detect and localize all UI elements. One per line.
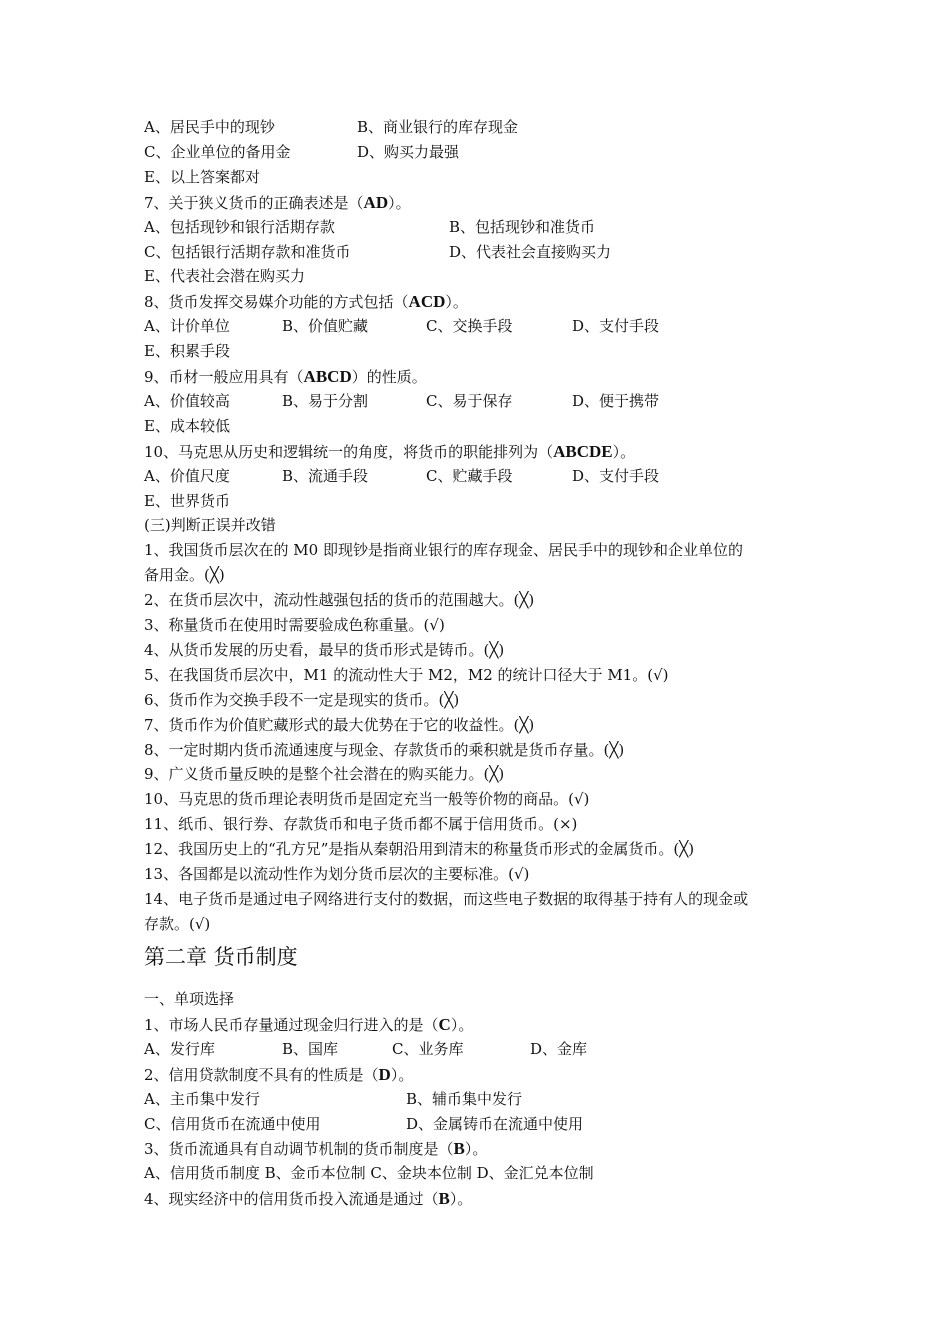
text-line (144, 713, 534, 738)
text-line (144, 862, 529, 887)
text-line (144, 663, 669, 688)
line-segment: C、贮藏手段 (426, 466, 513, 485)
line-segment: A、主币集中发行 (144, 1089, 260, 1108)
text-line (144, 688, 459, 713)
question-text-end: ）的性质。 (351, 368, 427, 386)
text-line (144, 264, 305, 289)
line-segment: A、发行库 (144, 1039, 215, 1058)
line-segment: C、易于保存 (426, 391, 513, 410)
line-segment: C、交换手段 (426, 317, 513, 336)
line-segment: C、包括银行活期存款和准货币 (144, 242, 351, 261)
question-line (144, 289, 468, 315)
answer-key: C (438, 1014, 451, 1034)
line-segment: E、成本较低 (144, 416, 230, 435)
text-line (144, 414, 230, 439)
line-segment: D、便于携带 (572, 391, 660, 410)
line-segment: 1、我国货币层次在的 M0 即现钞是指商业银行的库存现金、居民手中的现钞和企业单位的 (144, 541, 743, 560)
answer-key: B (438, 1189, 450, 1209)
line-segment: B、国库 (282, 1039, 339, 1058)
text-line (144, 912, 210, 937)
question-text: 10、马克思从历史和逻辑统一的角度，将货币的职能排列为（ (144, 442, 554, 461)
line-segment: 8、一定时期内货币流通速度与现金、存款货币的乘积就是货币存量。(╳) (144, 740, 625, 759)
answer-key: ACD (408, 292, 446, 312)
answer-key: ABCDE (553, 441, 613, 461)
line-segment: 14、电子货币是通过电子网络进行支付的数据，而这些电子数据的取得基于持有人的现金或 (144, 889, 749, 908)
text-line (144, 613, 445, 638)
line-segment: D、购买力最强 (357, 142, 460, 161)
line-segment: A、居民手中的现钞 (144, 118, 275, 136)
question-text: 3、货币流通具有自动调节机制的货币制度是（ (144, 1140, 454, 1159)
line-segment: E、代表社会潜在购买力 (144, 267, 305, 286)
text-line (144, 513, 276, 538)
question-text-end: ）。 (464, 1140, 488, 1159)
line-segment: 7、货币作为价值贮藏形式的最大优势在于它的收益性。(╳) (144, 715, 535, 734)
question-text: 4、现实经济中的信用货币投入流通是通过（ (144, 1190, 439, 1209)
answer-key: B (453, 1139, 465, 1159)
answer-key: ABCD (303, 367, 352, 386)
question-line (144, 1012, 473, 1038)
question-text: 1、市场人民币存量通过现金归行进入的是（ (144, 1015, 439, 1034)
line-segment: D、金库 (530, 1039, 588, 1058)
line-segment: 4、从货币发展的历史看，最早的货币形式是铸币。(╳) (144, 640, 505, 659)
line-segment: (三)判断正误并改错 (144, 516, 276, 535)
line-segment: A、信用货币制度 B、金币本位制 C、金块本位制 D、金汇兑本位制 (144, 1164, 594, 1183)
line-segment: 6、货币作为交换手段不一定是现实的货币。(╳) (144, 690, 460, 709)
line-segment: C、企业单位的备用金 (144, 142, 291, 161)
line-segment: 2、在货币层次中，流动性越强包括的货币的范围越大。(╳) (144, 591, 535, 610)
text-line (144, 738, 624, 763)
line-segment: B、流通手段 (282, 466, 369, 485)
question-text-end: ）。 (388, 193, 411, 212)
line-segment: E、世界货币 (144, 491, 230, 510)
line-segment: B、商业银行的库存现金 (357, 118, 519, 136)
text-line (144, 812, 577, 837)
line-segment: 5、在我国货币层次中，M1 的流动性大于 M2，M2 的统计口径大于 M1。(√) (144, 665, 669, 684)
text-line (144, 588, 534, 613)
line-segment: D、支付手段 (572, 466, 660, 485)
question-text-end: ）。 (390, 1065, 414, 1084)
text-line (144, 987, 234, 1012)
line-segment: 11、纸币、银行券、存款货币和电子货币都不属于信用货币。(×) (144, 815, 578, 834)
line-segment: 存款。(√) (144, 914, 211, 933)
text-line (144, 563, 225, 588)
question-line (144, 190, 411, 216)
text-line (144, 787, 589, 812)
line-segment: 10、马克思的货币理论表明货币是固定充当一般等价物的商品。(√) (144, 790, 590, 809)
line-segment: B、包括现钞和准货币 (449, 217, 596, 236)
question-text: 8、货币发挥交易媒介功能的方式包括（ (144, 293, 409, 312)
line-segment: D、支付手段 (572, 317, 660, 336)
text-line (144, 489, 230, 514)
text-line (144, 1161, 594, 1186)
line-segment: A、价值尺度 (144, 466, 230, 485)
line-segment: A、计价单位 (144, 317, 230, 336)
question-text: 2、信用贷款制度不具有的性质是（ (144, 1065, 379, 1084)
line-segment: C、业务库 (392, 1039, 464, 1058)
line-segment: 12、我国历史上的“孔方兄”是指从秦朝沿用到清末的称量货币形式的金属货币。(╳) (144, 840, 695, 859)
question-text-end: ）。 (450, 1015, 474, 1034)
line-segment: A、价值较高 (144, 391, 230, 410)
line-segment: 3、称量货币在使用时需要验成色称重量。(√) (144, 616, 445, 634)
text-line (144, 762, 504, 787)
line-segment: B、价值贮藏 (282, 317, 369, 336)
question-text-end: ）。 (612, 442, 636, 461)
line-segment: D、金属铸币在流通中使用 (406, 1114, 584, 1133)
text-line (144, 339, 230, 364)
question-line (144, 364, 427, 390)
question-text: 7、关于狭义货币的正确表述是（ (144, 193, 364, 212)
question-line (144, 439, 635, 465)
line-segment: B、辅币集中发行 (406, 1089, 523, 1108)
line-segment: C、信用货币在流通中使用 (144, 1114, 321, 1133)
text-line (144, 887, 748, 912)
answer-key: AD (363, 192, 389, 212)
text-line (144, 165, 260, 190)
line-segment: A、包括现钞和银行活期存款 (144, 217, 335, 236)
line-segment: E、积累手段 (144, 342, 230, 361)
question-line (144, 1186, 472, 1212)
text-line (144, 538, 743, 563)
text-line (144, 638, 504, 663)
chapter-heading: 第二章 货币制度 (144, 945, 298, 969)
text-line (144, 837, 694, 862)
line-segment: E、以上答案都对 (144, 167, 260, 186)
line-segment: 9、广义货币量反映的是整个社会潜在的购买能力。(╳) (144, 765, 505, 784)
line-segment: 一、单项选择 (144, 990, 235, 1008)
line-segment: 13、各国都是以流动性作为划分货币层次的主要标准。(√) (144, 865, 530, 883)
question-text-end: ）。 (449, 1190, 473, 1209)
line-segment: B、易于分割 (282, 391, 369, 410)
answer-key: D (378, 1064, 391, 1084)
question-line (144, 1062, 413, 1088)
question-text-end: ）。 (445, 293, 468, 312)
question-line (144, 1136, 487, 1162)
line-segment: 备用金。(╳) (144, 566, 225, 585)
line-segment: D、代表社会直接购买力 (449, 242, 612, 261)
question-text: 9、币材一般应用具有（ (144, 368, 304, 386)
